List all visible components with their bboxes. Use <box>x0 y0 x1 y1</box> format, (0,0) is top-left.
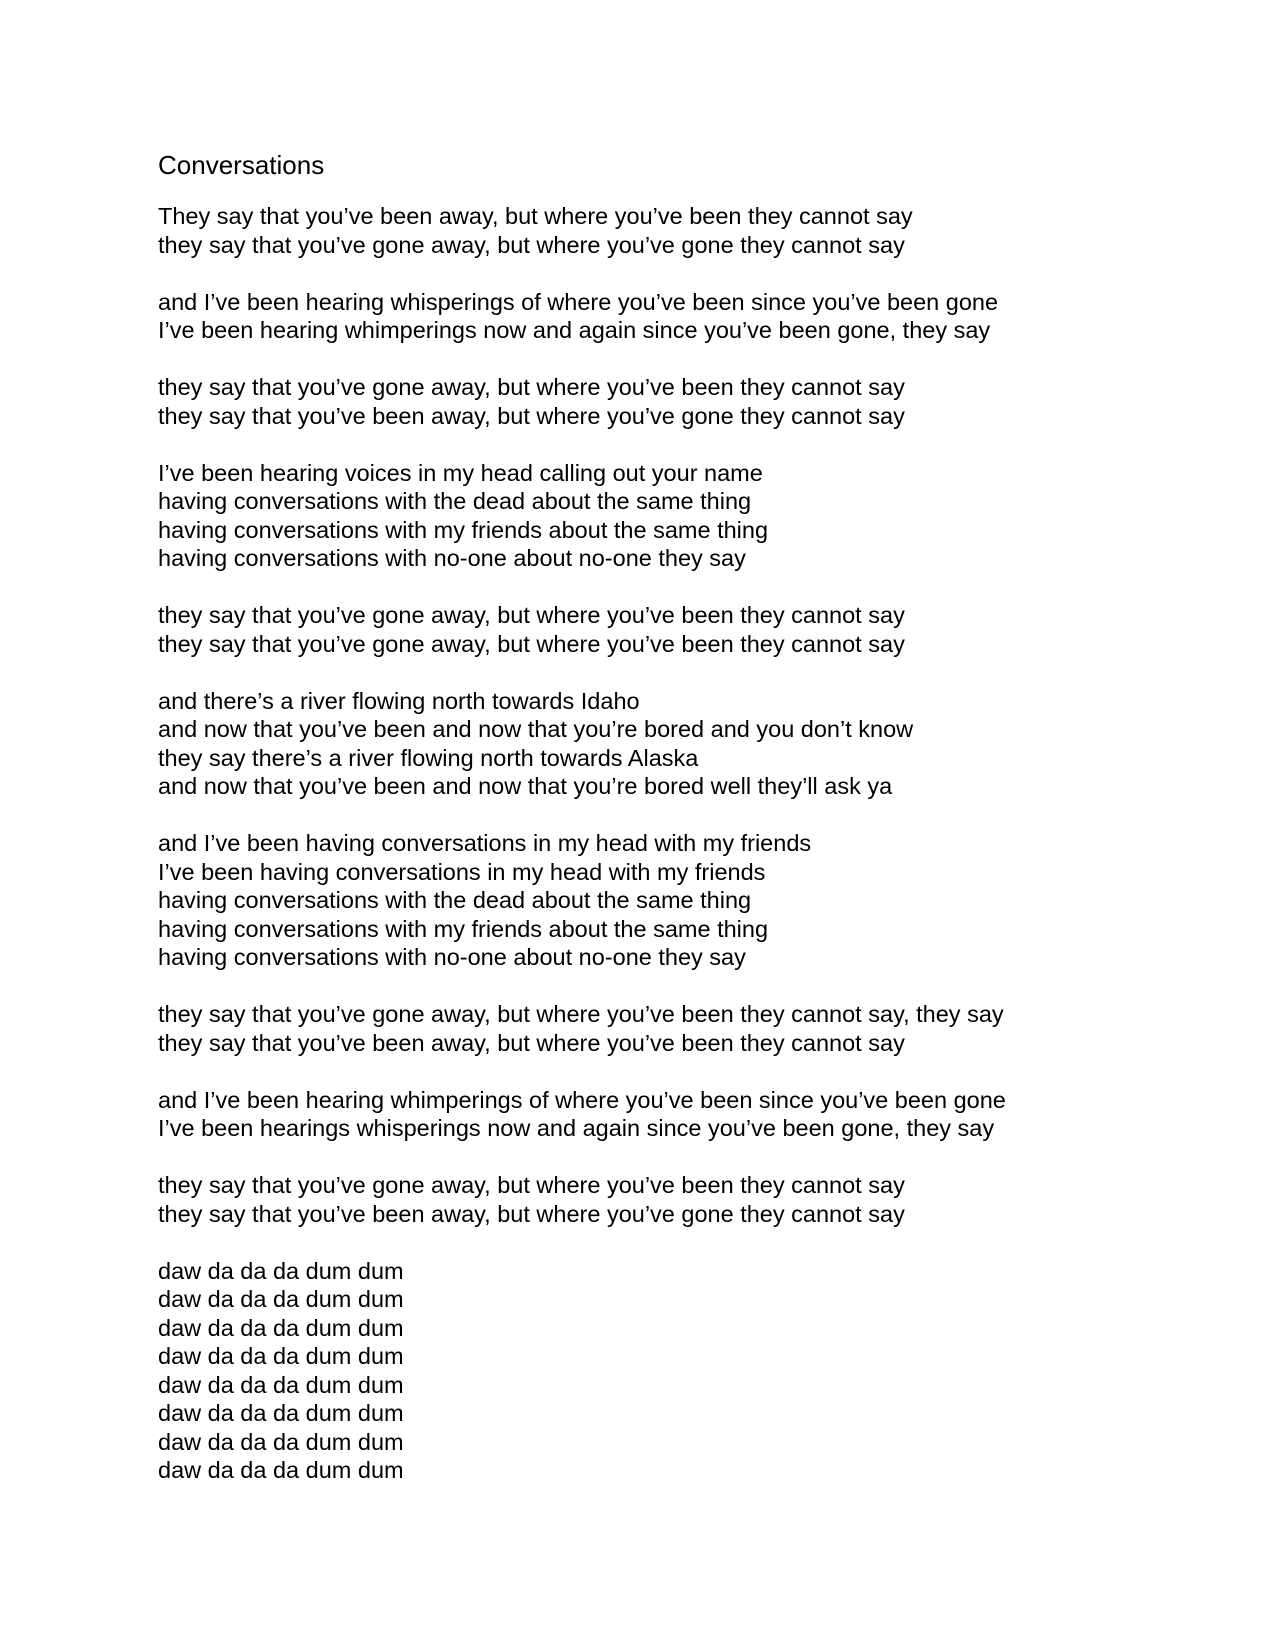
lyric-line: and I’ve been having conversations in my head with my friends <box>158 830 812 856</box>
lyric-line: daw da da da dum dum <box>158 1428 404 1455</box>
lyric-line: they say that you’ve gone away, but where you’ve gone they cannot say <box>158 231 905 258</box>
lyric-line: I’ve been hearing whimperings now and again since you’ve been gone, they say <box>158 317 991 343</box>
stanza <box>158 687 1238 801</box>
lyric-line: daw da da da dum dum <box>158 1400 404 1426</box>
stanza <box>158 1171 1238 1228</box>
lyric-line: they say that you’ve gone away, but where you’ve been they cannot say <box>158 374 905 400</box>
lyric-line: and I’ve been hearing whimperings of where you’ve been since you’ve been gone <box>158 1086 1006 1113</box>
stanza <box>158 1086 1238 1143</box>
lyric-line: daw da da da dum dum <box>158 1371 404 1398</box>
stanza <box>158 1257 1238 1485</box>
lyric-line: daw da da da dum dum <box>158 1314 404 1341</box>
lyric-line: they say that you’ve gone away, but where you’ve been they cannot say <box>158 602 905 628</box>
lyric-line: They say that you’ve been away, but where you’ve been they cannot say <box>158 203 913 229</box>
lyric-line: and now that you’ve been and now that you’re bored well they’ll ask ya <box>158 773 893 799</box>
lyric-line: they say that you’ve gone away, but where you’ve been they cannot say <box>158 630 905 657</box>
lyric-line: they say that you’ve been away, but where you’ve gone they cannot say <box>158 1200 905 1227</box>
lyric-line: daw da da da dum dum <box>158 1286 404 1312</box>
lyric-line: they say that you’ve been away, but where you’ve gone they cannot say <box>158 402 905 429</box>
lyric-line: I’ve been hearing voices in my head calling out your name <box>158 459 763 486</box>
lyric-line: having conversations with the dead about the same thing <box>158 488 752 514</box>
stanza <box>158 1000 1238 1057</box>
stanza <box>158 601 1238 658</box>
page-title: Conversations <box>158 150 325 180</box>
lyric-line: I’ve been hearings whisperings now and again since you’ve been gone, they say <box>158 1115 995 1141</box>
lyric-line: having conversations with my friends about the same thing <box>158 516 769 543</box>
lyric-line: and now that you’ve been and now that you’re bored and you don’t know <box>158 716 914 742</box>
lyric-line: they say that you’ve gone away, but where you’ve been they cannot say <box>158 1172 905 1198</box>
lyrics-body <box>158 202 1238 1485</box>
lyric-line: daw da da da dum dum <box>158 1343 404 1369</box>
stanza <box>158 288 1238 345</box>
lyric-line: having conversations with the dead about the same thing <box>158 887 752 913</box>
stanza <box>158 829 1238 972</box>
lyrics-page <box>158 148 1238 1513</box>
lyric-line: having conversations with my friends about the same thing <box>158 915 769 942</box>
lyric-line: they say there’s a river flowing north towards Alaska <box>158 744 699 771</box>
lyric-line: daw da da da dum dum <box>158 1257 404 1284</box>
lyric-line: they say that you’ve been away, but where you’ve been they cannot say <box>158 1029 905 1056</box>
lyric-line: having conversations with no-one about no-one they say <box>158 545 746 571</box>
stanza <box>158 202 1238 259</box>
lyric-line: and there’s a river flowing north towards Idaho <box>158 687 640 714</box>
lyric-line: daw da da da dum dum <box>158 1457 404 1483</box>
stanza <box>158 373 1238 430</box>
stanza <box>158 459 1238 573</box>
lyric-line: I’ve been having conversations in my head with my friends <box>158 858 766 885</box>
lyric-line: and I’ve been hearing whisperings of where you’ve been since you’ve been gone <box>158 288 999 315</box>
lyric-line: having conversations with no-one about no-one they say <box>158 944 746 970</box>
lyric-line: they say that you’ve gone away, but where you’ve been they cannot say, they say <box>158 1001 1004 1027</box>
